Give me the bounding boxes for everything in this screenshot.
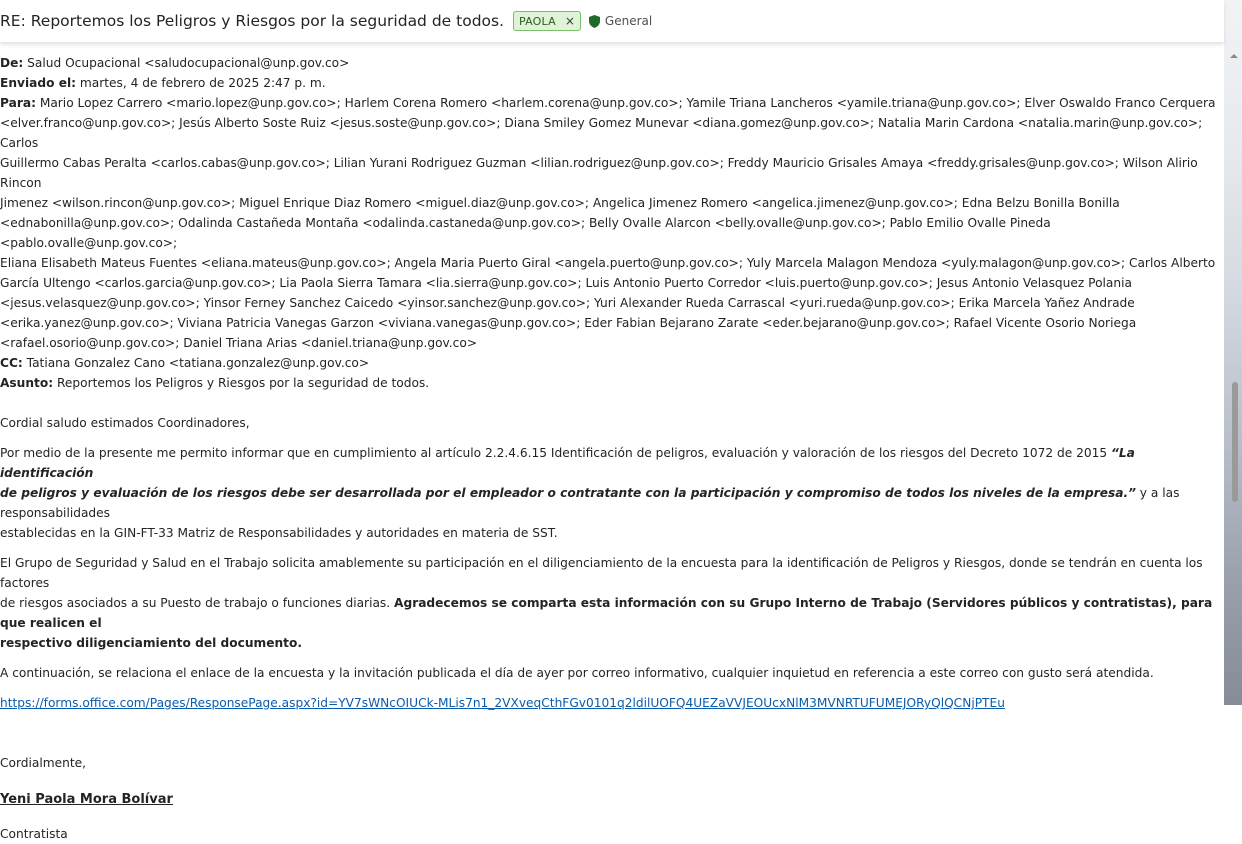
sent-label: Enviado el: [0,76,77,90]
to-line-3: Jimenez <wilson.rincon@unp.gov.co>; Miguel Enrique Diaz Romero <miguel.diaz@unp.gov.co>; Angelica Jimenez Romero <angelica.jimenez@unp.gov.co>; Edna Belzu Bonilla Bonilla [0,196,1120,210]
to-line-6: García Ultengo <carlos.garcia@unp.gov.co>; Lia Paola Sierra Tamara <lia.sierra@unp.gov.co>; Luis Antonio Puerto Corredor <luis.puerto@unp.gov.co>; Jesus Antonio Velasquez Polania [0,276,1132,290]
p1-quote-1: “La identificación [0,446,1135,480]
cc-value: Tatiana Gonzalez Cano <tatiana.gonzalez@unp.gov.co> [26,356,370,370]
category-tag[interactable] [513,11,581,31]
to-line-4: <ednabonilla@unp.gov.co>; Odalinda Castañeda Montaña <odalinda.castaneda@unp.gov.co>; Belly Ovalle Alarcon <belly.ovalle@unp.gov.co>; Pablo Emilio Ovalle Pineda <pablo.ovalle@unp.gov.co>; [0,216,1051,250]
cc-label: CC: [0,356,23,370]
to-line-1: <elver.franco@unp.gov.co>; Jesús Alberto Soste Ruiz <jesus.soste@unp.gov.co>; Diana Smiley Gomez Munevar <diana.gomez@unp.gov.co>; Natalia Marin Cardona <natalia.marin@unp.gov.co>; Carlos [0,116,1203,150]
forwarded-header-block [0,43,1224,393]
p2-bold-1: Agradecemos se comparta esta información con su Grupo Interno de Trabajo (Servidores públicos y contratistas), para que realicen el [0,596,1213,630]
sensitivity-text: General [604,14,653,28]
signature-role: Contratista [0,827,68,841]
greeting: Cordial saludo estimados Coordinadores, [0,416,250,430]
scrollbar[interactable] [1229,48,1239,705]
paragraph-link-intro: A continuación, se relaciona el enlace de la encuesta y la invitación publicada el día de ayer por correo informativo, cualquier inquietud en referencia a este correo con gusto será atendida. [0,666,1154,680]
p2-text-1: El Grupo de Seguridad y Salud en el Trabajo solicita amablemente su participación en el diligenciamiento de la encuesta para la identificación de Peligros y Riesgos, donde se tendrán en cuenta los factores [0,556,1203,590]
from-line [0,53,1224,73]
scrollbar-thumb[interactable] [1232,382,1238,502]
survey-link[interactable]: https://forms.office.com/Pages/ResponsePage.aspx?id=YV7sWNcOIUCk-MLis7n1_2VXveqCthFGv0101q2ldilUOFQ4UEZaVVJEOUcxNlM3MVNRTUFUMEJORyQlQCNjPTEu [0,696,1005,710]
signature-name: Yeni Paola Mora Bolívar [0,792,173,807]
sent-line [0,73,1224,93]
p1-quote-2: de peligros y evaluación de los riesgos debe ser desarrollada por el empleador o contratante con la participación y compromiso de todos los niveles de la empresa.” [0,486,1136,500]
p1-text-1: Por medio de la presente me permito informar que en cumplimiento al artículo 2.2.4.6.15 Identificación de peligros, evaluación y valoración de los riesgos del Decreto 1072 de 2015 [0,446,1112,460]
sent-value: martes, 4 de febrero de 2025 2:47 p. m. [79,76,326,90]
closing: Cordialmente, [0,756,86,770]
remove-tag-button[interactable]: × [564,14,575,28]
to-line-8: <erika.yanez@unp.gov.co>; Viviana Patricia Vanegas Garzon <viviana.vanegas@unp.gov.co>; Eder Fabian Bejarano Zarate <eder.bejarano@unp.gov.co>; Rafael Vicente Osorio Noriega [0,316,1137,330]
sensitivity-label[interactable] [589,14,652,28]
paragraph-request [0,553,1224,653]
message-subject: RE: Reportemos los Peligros y Riesgos por la seguridad de todos. [0,12,505,30]
shield-icon [589,15,600,28]
cc-line [0,353,1224,373]
subject-line [0,373,1224,393]
p1-text-2: y a las responsabilidades [0,486,1180,520]
from-value: Salud Ocupacional <saludocupacional@unp.gov.co> [27,56,350,70]
to-line-9: <rafael.osorio@unp.gov.co>; Daniel Triana Arias <daniel.triana@unp.gov.co> [0,336,478,350]
p1-text-3: establecidas en la GIN-FT-33 Matriz de Responsabilidades y autoridades en materia de SST. [0,526,558,540]
to-label: Para: [0,96,36,110]
subject-label: Asunto: [0,376,54,390]
to-line-7: <jesus.velasquez@unp.gov.co>; Yinsor Ferney Sanchez Caicedo <yinsor.sanchez@unp.gov.co>; Yuri Alexander Rueda Carrascal <yuri.rueda@unp.gov.co>; Erika Marcela Yañez Andrade [0,296,1135,310]
paragraph-decree [0,443,1224,543]
to-value: Mario Lopez Carrero <mario.lopez@unp.gov.co>; Harlem Corena Romero <harlem.corena@unp.gov.co>; Yamile Triana Lancheros <yamile.triana@unp.gov.co>; Elver Oswaldo Franco Cerquera [39,96,1216,110]
message-body [0,43,1224,841]
subject-value: Reportemos los Peligros y Riesgos por la seguridad de todos. [57,376,430,390]
to-line-5: Eliana Elisabeth Mateus Fuentes <eliana.mateus@unp.gov.co>; Angela Maria Puerto Giral <angela.puerto@unp.gov.co>; Yuly Marcela Malagon Mendoza <yuly.malagon@unp.gov.co>; Carlos Alberto [0,256,1216,270]
message-header-bar [0,0,1224,43]
from-label: De: [0,56,24,70]
to-line-0 [0,93,1224,113]
scroll-up-arrow-icon[interactable] [1230,52,1238,60]
category-tag-label: PAOLA [519,14,556,28]
p2-bold-2: respectivo diligenciamiento del documento. [0,636,302,650]
to-line-2: Guillermo Cabas Peralta <carlos.cabas@unp.gov.co>; Lilian Yurani Rodriguez Guzman <lilian.rodriguez@unp.gov.co>; Freddy Mauricio Grisales Amaya <freddy.grisales@unp.gov.co>; Wilson Alirio Rincon [0,156,1198,190]
p2-text-2: de riesgos asociados a su Puesto de trabajo o funciones diarias. [0,596,395,610]
